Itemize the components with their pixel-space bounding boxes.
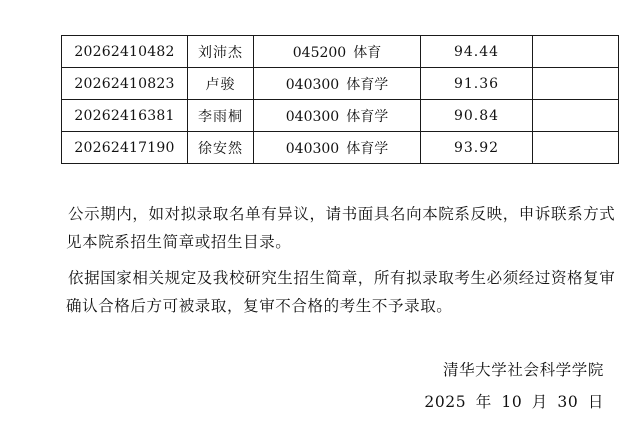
candidate-note: [533, 68, 619, 100]
major-code: 040300: [285, 108, 340, 125]
admission-score-table: [61, 35, 619, 164]
candidate-id: 20262416381: [62, 100, 188, 132]
paragraph-line: 见本院系招生简章或招生目录。: [66, 233, 292, 251]
candidate-name: 李雨桐: [188, 100, 254, 132]
major-code: 040300: [285, 76, 340, 93]
candidate-note: [533, 100, 619, 132]
candidate-id: 20262417190: [62, 132, 188, 164]
table-row: [62, 100, 619, 132]
candidate-major: [254, 68, 421, 100]
candidate-id: 20262410482: [62, 36, 188, 68]
objection-notice-paragraph: [66, 200, 616, 256]
major-code: 040300: [285, 140, 340, 157]
candidate-major: [254, 132, 421, 164]
candidate-score: 93.92: [421, 132, 533, 164]
candidate-note: [533, 132, 619, 164]
paragraph-line: 公示期内，如对拟录取名单有异议，请书面具名向本院系反映，申诉联系方式: [68, 205, 616, 223]
candidate-name: 刘沛杰: [188, 36, 254, 68]
major-name: 体育学: [346, 108, 389, 125]
candidate-major: [254, 100, 421, 132]
major-code: 045200: [292, 44, 347, 61]
candidate-score: 94.44: [421, 36, 533, 68]
candidate-score: 91.36: [421, 68, 533, 100]
candidate-note: [533, 36, 619, 68]
signature-organization: 清华大学社会科学学院: [442, 361, 604, 379]
candidate-name: 卢骏: [188, 68, 254, 100]
candidate-id: 20262410823: [62, 68, 188, 100]
candidate-score: 90.84: [421, 100, 533, 132]
major-name: 体育学: [346, 140, 389, 157]
table-row: [62, 68, 619, 100]
candidate-major: [254, 36, 421, 68]
paragraph-line: 依据国家相关规定及我校研究生招生简章，所有拟录取考生必须经过资格复审: [68, 269, 616, 287]
signature-date: 2025 年 10 月 30 日: [424, 393, 604, 411]
major-name: 体育学: [346, 76, 389, 93]
review-policy-paragraph: [66, 264, 616, 320]
paragraph-line: 确认合格后方可被录取，复审不合格的考生不予录取。: [66, 297, 453, 315]
table-row: [62, 132, 619, 164]
major-name: 体育: [353, 44, 382, 61]
table-row: [62, 36, 619, 68]
candidate-name: 徐安然: [188, 132, 254, 164]
